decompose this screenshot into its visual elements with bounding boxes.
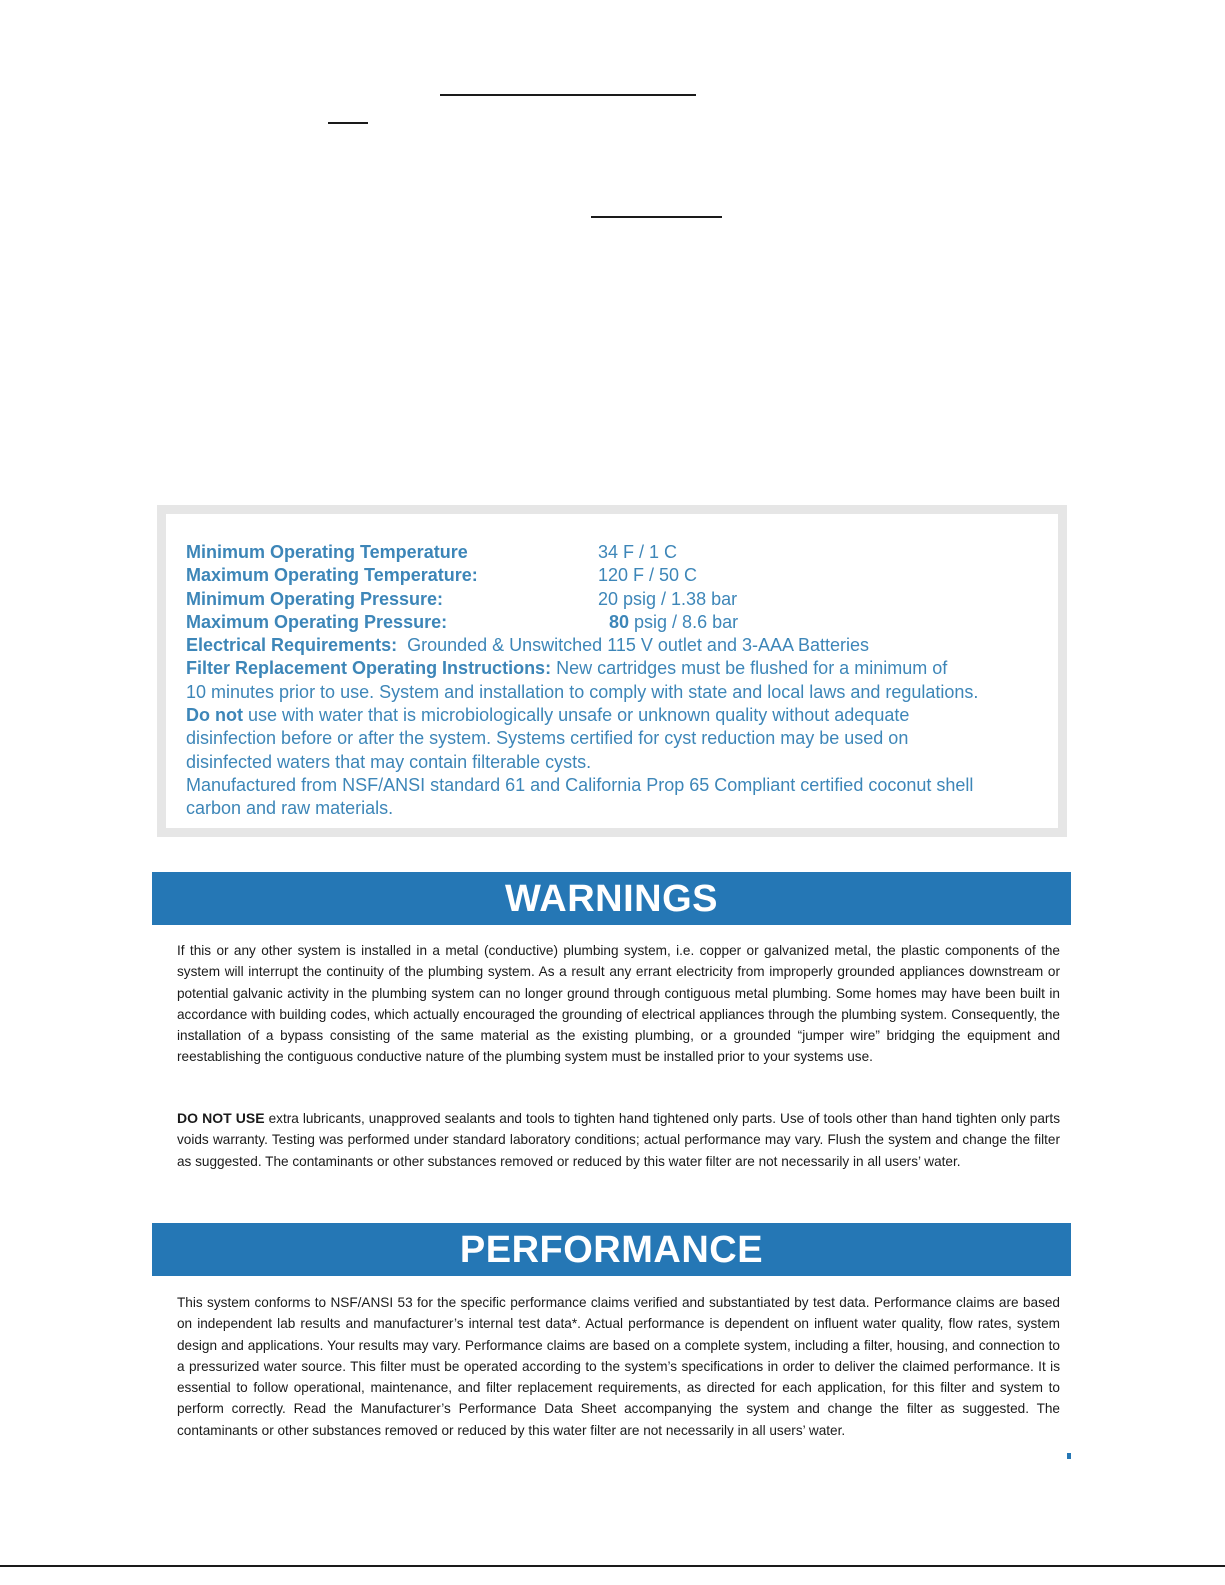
- spec-row-min-temperature: [186, 541, 1048, 564]
- spec-row-max-pressure: [186, 611, 1048, 634]
- do-not-line-3: disinfected waters that may contain filterable cysts.: [186, 751, 592, 772]
- do-not-text: use with water that is microbiologically unsafe or unknown quality without adequate: [242, 705, 910, 726]
- filter-replacement-line-1: [186, 657, 1048, 680]
- do-not-line-1: [186, 704, 1048, 727]
- underline-rule: [440, 94, 696, 96]
- manufactured-line-2: carbon and raw materials.: [186, 798, 394, 819]
- spec-value-number: 80: [609, 611, 630, 632]
- spec-value: 34 F / 1 C: [598, 542, 678, 562]
- do-not-use-paragraph: [177, 1108, 1060, 1172]
- performance-paragraph: This system conforms to NSF/ANSI 53 for the specific performance claims verified and substantiated by test data. Performance claims are based on independent lab results and manufacturer’s internal test data*. Actual performance is dependent on influent water quality, flow rates, system design and applications. Your results may vary. Performance claims are based on a complete system, including a filter, housing, and connection to a pressurized water source. This filter must be operated according to the system’s specifications in order to deliver the claimed performance. It is essential to follow operational, maintenance, and filter replacement requirements, as directed for each application, for this filter and system to perform correctly. Read the Manufacturer’s Performance Data Sheet accompanying the system and change the filter as suggested. The contaminants or other substances removed or reduced by this water filter are not necessarily in all users’ water.: [177, 1295, 1060, 1438]
- manufactured-line-1: Manufactured from NSF/ANSI standard 61 and California Prop 65 Compliant certified coconut shell: [186, 774, 974, 795]
- warnings-paragraph: If this or any other system is installed in a metal (conductive) plumbing system, i.e. copper or galvanized metal, the plastic components of the system will interrupt the continuity of the plumbing system. As a result any errant electricity from improperly grounded appliances downstream or potential galvanic activity in the plumbing system can no longer ground through contiguous metal plumbing. Some homes may have been built in accordance with building codes, which actually encouraged the grounding of electrical appliances through the plumbing system. Consequently, the installation of a bypass consisting of the same material as the existing plumbing, or a grounded “jumper wire” bridging the equipment and reestablishing the contiguous conductive nature of the plumbing system must be installed prior to your systems use.: [177, 943, 1060, 1065]
- specifications-box: [157, 505, 1067, 837]
- filter-replacement-line-2: 10 minutes prior to use. System and installation to comply with state and local laws and regulations.: [186, 681, 979, 702]
- underline-rule: [328, 122, 368, 124]
- spec-label: Maximum Operating Temperature:: [186, 565, 478, 586]
- page-marker: [1067, 1453, 1071, 1459]
- electrical-requirements: [186, 634, 1048, 657]
- spec-value: [598, 611, 738, 634]
- spec-label: Minimum Operating Temperature: [186, 542, 468, 562]
- do-not-use-text: extra lubricants, unapproved sealants and tools to tighten hand tightened only parts. Use of tools other than hand tighten only parts voids warranty. Testing was performed under standard laboratory conditions; actual performance may vary. Flush the system and change the filter as suggested. The contaminants or other substances removed or reduced by this water filter are not necessarily in all users’ water.: [177, 1111, 1060, 1169]
- spec-row-max-temperature: [186, 564, 1048, 587]
- spec-label: Minimum Operating Pressure:: [186, 588, 444, 609]
- spec-value: 120 F / 50 C: [598, 565, 698, 586]
- electrical-label: Electrical Requirements:: [186, 635, 398, 656]
- bottom-rule: [0, 1565, 1225, 1567]
- do-not-label: Do not: [186, 705, 243, 726]
- specifications-content: [166, 514, 1058, 828]
- warnings-heading: WARNINGS: [152, 872, 1071, 925]
- filter-replacement-label: Filter Replacement Operating Instructions:: [186, 658, 552, 679]
- spec-value: 20 psig / 1.38 bar: [598, 588, 738, 609]
- spec-value-unit: psig / 8.6 bar: [629, 611, 739, 632]
- electrical-text: Grounded & Unswitched 115 V outlet and 3-AAA Batteries: [397, 635, 870, 656]
- filter-replacement-text: New cartridges must be flushed for a minimum of: [551, 658, 948, 679]
- spec-row-min-pressure: [186, 588, 1048, 611]
- underline-rule: [591, 216, 722, 218]
- do-not-use-label: DO NOT USE: [177, 1110, 265, 1126]
- do-not-line-2: disinfection before or after the system. Systems certified for cyst reduction may be used on: [186, 728, 909, 749]
- performance-heading: PERFORMANCE: [152, 1223, 1071, 1276]
- spec-label: Maximum Operating Pressure:: [186, 611, 448, 632]
